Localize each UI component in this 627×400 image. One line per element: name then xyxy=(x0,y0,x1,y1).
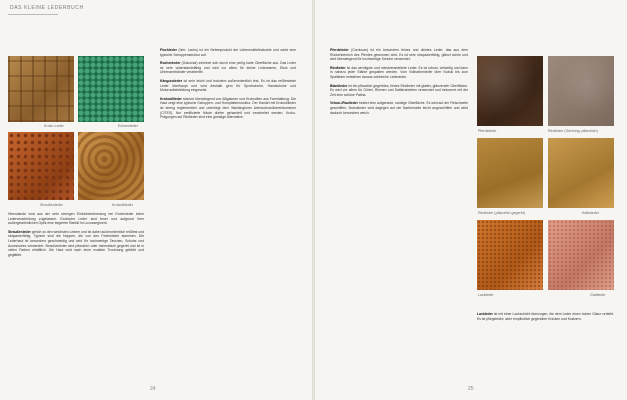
leather-sample-pferd xyxy=(477,56,543,126)
book-gutter xyxy=(312,0,315,400)
right-paragraph-3: Blankleder ist ein pflanzlich gegerbtes, festes Rindleder mit glatter, glänzender Oberfläche. Es wird vor allem für Gürtel, Riemen und Sattlerarbeiten verwendet und bekommt mit der Zeit eine schöne Patina. xyxy=(330,83,468,97)
right-paragraph-1: Pferdeleder (Cordovan) ist ein besonders feines und dichtes Leder, das aus dem Rückenbereich des Pferdes gewonnen wird. Es ist sehr strapazierfähig, glänzt schön und wird überwiegend für hochwertige Schuhe verwendet. xyxy=(330,48,468,62)
page-number-right: 25 xyxy=(468,386,474,392)
page-number-left: 24 xyxy=(150,386,156,392)
left-paragraph-2: Straußenleder gehört zu den weichsten Ledern und ist dabei außerordentlich reißfest und strapazierfähig. Typisch sind die Noppen, die von den Federkielen stammen. Die Lederhaut ist besonders geschmeidig und wird für hochwertige Taschen, Schuhe und Accessoires verwendet. Straußenleder wird pflanzlich oder mineralisch gegerbt und ist in vielen Farben erhältlich. Die Haut wird nach einer exakten Trocknung gefärbt und geglättet. xyxy=(8,229,144,257)
right-paragraph-4: Velour-/Raulleder besitzt eine aufgeraute, samtige Oberfläche. Es wird auf der Fleischseite geschliffen. Nubukleder wird dagegen auf der Narbenseite leicht angeschliffen und wirkt dadurch besonders weich. xyxy=(330,101,468,115)
leather-sample-krokodil xyxy=(78,132,144,200)
header-rule xyxy=(8,14,58,15)
caption-r6: Glattleder xyxy=(590,293,606,297)
caption-r4: Kalbsleder xyxy=(582,211,599,215)
caption-l2: Echsenleder xyxy=(118,124,138,128)
running-header: DAS KLEINE LEDERBUCH xyxy=(10,5,84,11)
left-paragraph-4: Rochenleder (Galuchat) zeichnet sich durch eine perlig-harte Oberfläche aus. Das Leder ist sehr widerstandsfähig und wird vor allem für kleine Lederwaren, Etuis und Uhrenarmbänder verarbeitet. xyxy=(160,61,296,75)
caption-r2: Rindleder (Gerbung: pflanzlich) xyxy=(548,129,598,133)
caption-r5: Lackleder xyxy=(478,293,494,297)
leather-sample-strauss xyxy=(8,132,74,200)
left-paragraph-3: Fischleder (hier: Lachs) ist ein Nebenprodukt der Lebensmittelindustrie und weist eine typische Schuppenstruktur auf. xyxy=(160,48,296,57)
leather-sample-glatt xyxy=(548,220,614,290)
right-column-1 xyxy=(330,48,468,384)
left-paragraph-6: Krokodilleder stammt überwiegend von Alligatoren und Krokodilen aus Farmhaltung. Die Haut zeigt eine typische Schuppen- und Hornplattenstruktur. Der Handel mit Krokodilleder ist streng reglementiert und unterliegt dem Washingtoner Artenschutzübereinkommen (CITES). Nur zertifizierte Häute dürfen gehandelt und verarbeitet werden. Kroko-Prägungen auf Rindleder sind eine günstige Alternative. xyxy=(160,96,296,120)
leather-sample-kroko xyxy=(8,56,74,122)
caption-r1: Pferdeleder xyxy=(478,129,497,133)
right-paragraph-2: Rindleder ist das wichtigste und meistverarbeitete Leder. Es ist robust, vielseitig und kann in nahezu jeder Stärke gespalten werden. Vom Vollnarbenleder über Nubuk bis zum Spaltleder entstehen daraus zahlreiche Lederarten. xyxy=(330,65,468,79)
leather-sample-rind xyxy=(548,56,614,126)
leather-sample-rind-pflanzlich xyxy=(477,138,543,208)
caption-r3: Rindleder (pflanzlich gegerbt) xyxy=(478,211,525,215)
caption-l1: Kroko-Leder xyxy=(44,124,64,128)
left-paragraph-1: Hierzulande wird aus der sehr strengen Einfuhrbestimmung bei Exotenleder keine Lederverarbeitung zugelassen. Exotische Leder sind teuer und aufgrund ihrer außergewöhnlichen Optik eine begehrte Rarität im Luxussegment. xyxy=(8,212,144,226)
leather-sample-kalb xyxy=(548,138,614,208)
left-column-1 xyxy=(8,212,144,382)
right-paragraph-5: Lackleder ist mit einer Lackschicht überzogen, die dem Leder einen hohen Glanz verleiht. Es ist pflegeleicht, aber empfindlich gegenüber Knicken und Kratzern. xyxy=(477,312,614,321)
left-column-2 xyxy=(160,48,296,384)
right-column-2 xyxy=(477,312,614,384)
left-paragraph-5: Känguruleder ist sehr leicht und trotzdem außerordentlich fest. Es ist das reißfesteste Leder überhaupt und wird deshalb gern für Sportschuhe, Handschuhe und Motorradbekleidung eingesetzt. xyxy=(160,78,296,93)
caption-l3: Straußenleder xyxy=(40,203,63,207)
caption-l4: Krokodilleder xyxy=(112,203,133,207)
leather-sample-lack xyxy=(477,220,543,290)
leather-sample-echse xyxy=(78,56,144,122)
